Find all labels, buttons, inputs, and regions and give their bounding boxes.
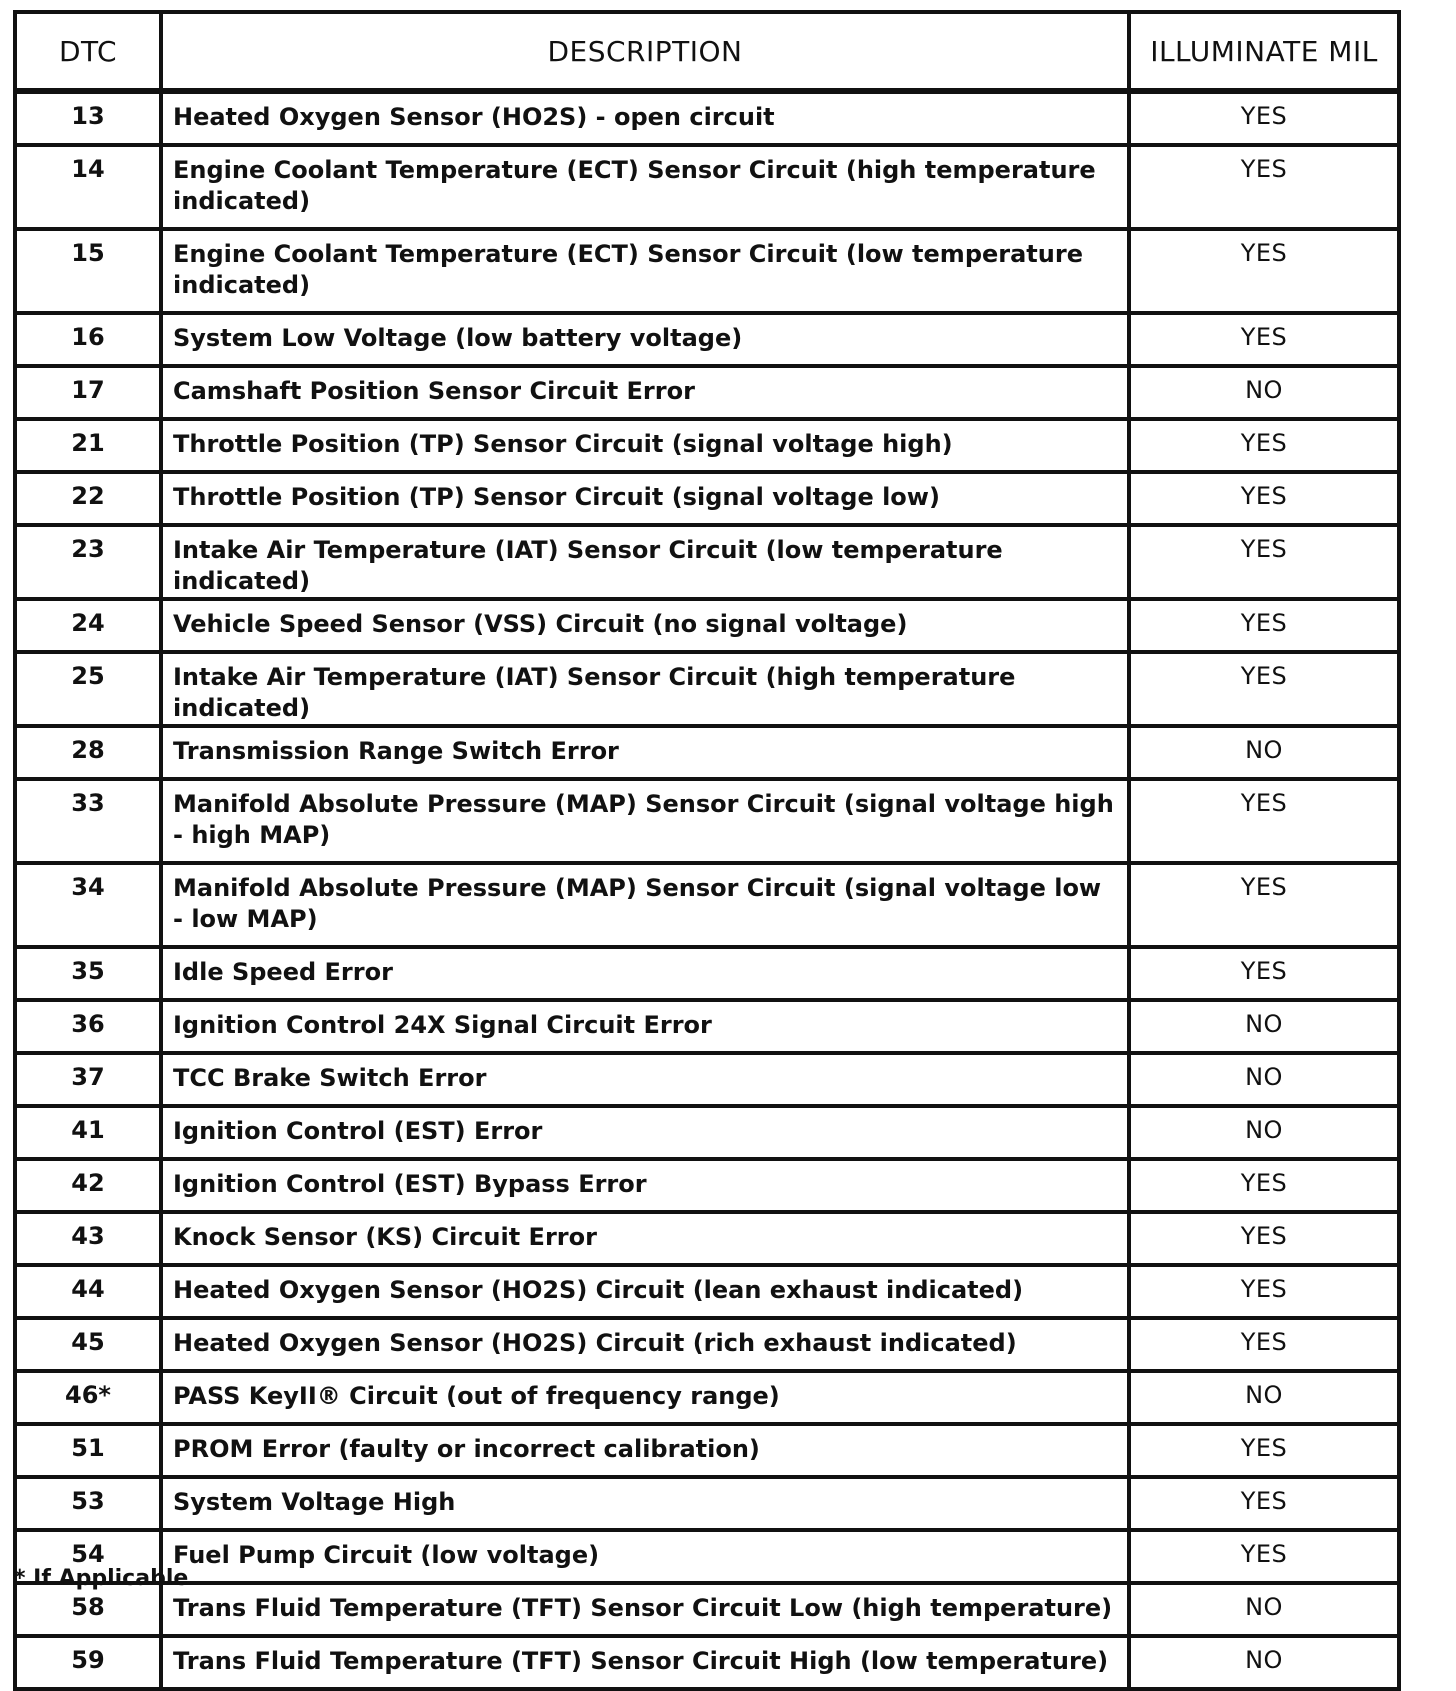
dtc-code: 22 (15, 472, 161, 525)
mil-status: YES (1129, 599, 1399, 652)
dtc-code: 25 (15, 652, 161, 726)
table-row (15, 419, 1399, 472)
mil-status: NO (1129, 726, 1399, 779)
header-dtc: DTC (15, 12, 161, 91)
table-row (15, 525, 1399, 599)
dtc-description: Intake Air Temperature (IAT) Sensor Circuit (low temperature indicated) (161, 525, 1129, 599)
table-row (15, 1583, 1399, 1636)
dtc-code: 13 (15, 91, 161, 145)
mil-status: YES (1129, 472, 1399, 525)
dtc-code: 44 (15, 1265, 161, 1318)
table-row (15, 1318, 1399, 1371)
table-row (15, 599, 1399, 652)
dtc-description: Throttle Position (TP) Sensor Circuit (signal voltage high) (161, 419, 1129, 472)
dtc-description: Engine Coolant Temperature (ECT) Sensor Circuit (high temperature indicated) (161, 145, 1129, 229)
dtc-code: 21 (15, 419, 161, 472)
dtc-code: 53 (15, 1477, 161, 1530)
table-row (15, 779, 1399, 863)
mil-status: YES (1129, 229, 1399, 313)
table-row (15, 1159, 1399, 1212)
dtc-description: Intake Air Temperature (IAT) Sensor Circuit (high temperature indicated) (161, 652, 1129, 726)
dtc-code: 45 (15, 1318, 161, 1371)
mil-status: YES (1129, 1212, 1399, 1265)
dtc-code: 24 (15, 599, 161, 652)
table-row (15, 1424, 1399, 1477)
dtc-description: Trans Fluid Temperature (TFT) Sensor Circuit High (low temperature) (161, 1636, 1129, 1689)
table-row (15, 726, 1399, 779)
dtc-description: Ignition Control 24X Signal Circuit Error (161, 1000, 1129, 1053)
dtc-description: Heated Oxygen Sensor (HO2S) - open circuit (161, 91, 1129, 145)
dtc-description: PROM Error (faulty or incorrect calibration) (161, 1424, 1129, 1477)
mil-status: NO (1129, 1053, 1399, 1106)
mil-status: NO (1129, 1000, 1399, 1053)
dtc-description: Ignition Control (EST) Bypass Error (161, 1159, 1129, 1212)
dtc-code: 34 (15, 863, 161, 947)
mil-status: NO (1129, 366, 1399, 419)
dtc-code: 35 (15, 947, 161, 1000)
table-row (15, 1106, 1399, 1159)
dtc-code: 59 (15, 1636, 161, 1689)
dtc-description: Heated Oxygen Sensor (HO2S) Circuit (lean exhaust indicated) (161, 1265, 1129, 1318)
table-row (15, 1530, 1399, 1583)
dtc-code: 28 (15, 726, 161, 779)
footnote: * If Applicable (14, 1566, 189, 1591)
dtc-code: 58 (15, 1583, 161, 1636)
dtc-description: PASS KeyII® Circuit (out of frequency range) (161, 1371, 1129, 1424)
dtc-code: 46* (15, 1371, 161, 1424)
dtc-code: 33 (15, 779, 161, 863)
dtc-description: TCC Brake Switch Error (161, 1053, 1129, 1106)
dtc-code: 41 (15, 1106, 161, 1159)
table-header-row (15, 12, 1399, 91)
mil-status: YES (1129, 419, 1399, 472)
mil-status: YES (1129, 1159, 1399, 1212)
table-row (15, 1477, 1399, 1530)
mil-status: YES (1129, 91, 1399, 145)
dtc-description: Heated Oxygen Sensor (HO2S) Circuit (rich exhaust indicated) (161, 1318, 1129, 1371)
dtc-code: 43 (15, 1212, 161, 1265)
mil-status: YES (1129, 1265, 1399, 1318)
mil-status: YES (1129, 1318, 1399, 1371)
dtc-code: 54 (15, 1530, 161, 1583)
table-row (15, 1636, 1399, 1689)
table-row (15, 652, 1399, 726)
dtc-code: 16 (15, 313, 161, 366)
dtc-description: Vehicle Speed Sensor (VSS) Circuit (no signal voltage) (161, 599, 1129, 652)
dtc-code: 15 (15, 229, 161, 313)
dtc-description: System Low Voltage (low battery voltage) (161, 313, 1129, 366)
dtc-description: Manifold Absolute Pressure (MAP) Sensor Circuit (signal voltage low - low MAP) (161, 863, 1129, 947)
dtc-description: Ignition Control (EST) Error (161, 1106, 1129, 1159)
dtc-description: Camshaft Position Sensor Circuit Error (161, 366, 1129, 419)
dtc-code: 51 (15, 1424, 161, 1477)
mil-status: NO (1129, 1636, 1399, 1689)
mil-status: NO (1129, 1371, 1399, 1424)
header-description: DESCRIPTION (161, 12, 1129, 91)
dtc-description: Knock Sensor (KS) Circuit Error (161, 1212, 1129, 1265)
dtc-description: Fuel Pump Circuit (low voltage) (161, 1530, 1129, 1583)
table-row (15, 472, 1399, 525)
table-row (15, 1371, 1399, 1424)
table-row (15, 313, 1399, 366)
table-row (15, 947, 1399, 1000)
mil-status: YES (1129, 863, 1399, 947)
header-illuminate-mil: ILLUMINATE MIL (1129, 12, 1399, 91)
table-row (15, 1000, 1399, 1053)
mil-status: YES (1129, 652, 1399, 726)
table-row (15, 1212, 1399, 1265)
dtc-code: 23 (15, 525, 161, 599)
dtc-code: 37 (15, 1053, 161, 1106)
mil-status: YES (1129, 779, 1399, 863)
dtc-table (13, 10, 1401, 1691)
table-row (15, 366, 1399, 419)
table-row (15, 1053, 1399, 1106)
mil-status: YES (1129, 1477, 1399, 1530)
dtc-description: System Voltage High (161, 1477, 1129, 1530)
dtc-description: Transmission Range Switch Error (161, 726, 1129, 779)
mil-status: NO (1129, 1583, 1399, 1636)
mil-status: YES (1129, 1530, 1399, 1583)
table-row (15, 229, 1399, 313)
dtc-description: Throttle Position (TP) Sensor Circuit (signal voltage low) (161, 472, 1129, 525)
table-row (15, 1265, 1399, 1318)
dtc-code: 14 (15, 145, 161, 229)
dtc-description: Manifold Absolute Pressure (MAP) Sensor Circuit (signal voltage high - high MAP) (161, 779, 1129, 863)
mil-status: YES (1129, 525, 1399, 599)
table-row (15, 91, 1399, 145)
mil-status: YES (1129, 313, 1399, 366)
dtc-code: 17 (15, 366, 161, 419)
dtc-description: Engine Coolant Temperature (ECT) Sensor Circuit (low temperature indicated) (161, 229, 1129, 313)
dtc-code: 36 (15, 1000, 161, 1053)
mil-status: YES (1129, 145, 1399, 229)
dtc-code: 42 (15, 1159, 161, 1212)
table-row (15, 863, 1399, 947)
table-row (15, 145, 1399, 229)
dtc-description: Idle Speed Error (161, 947, 1129, 1000)
mil-status: YES (1129, 1424, 1399, 1477)
mil-status: NO (1129, 1106, 1399, 1159)
mil-status: YES (1129, 947, 1399, 1000)
dtc-description: Trans Fluid Temperature (TFT) Sensor Circuit Low (high temperature) (161, 1583, 1129, 1636)
